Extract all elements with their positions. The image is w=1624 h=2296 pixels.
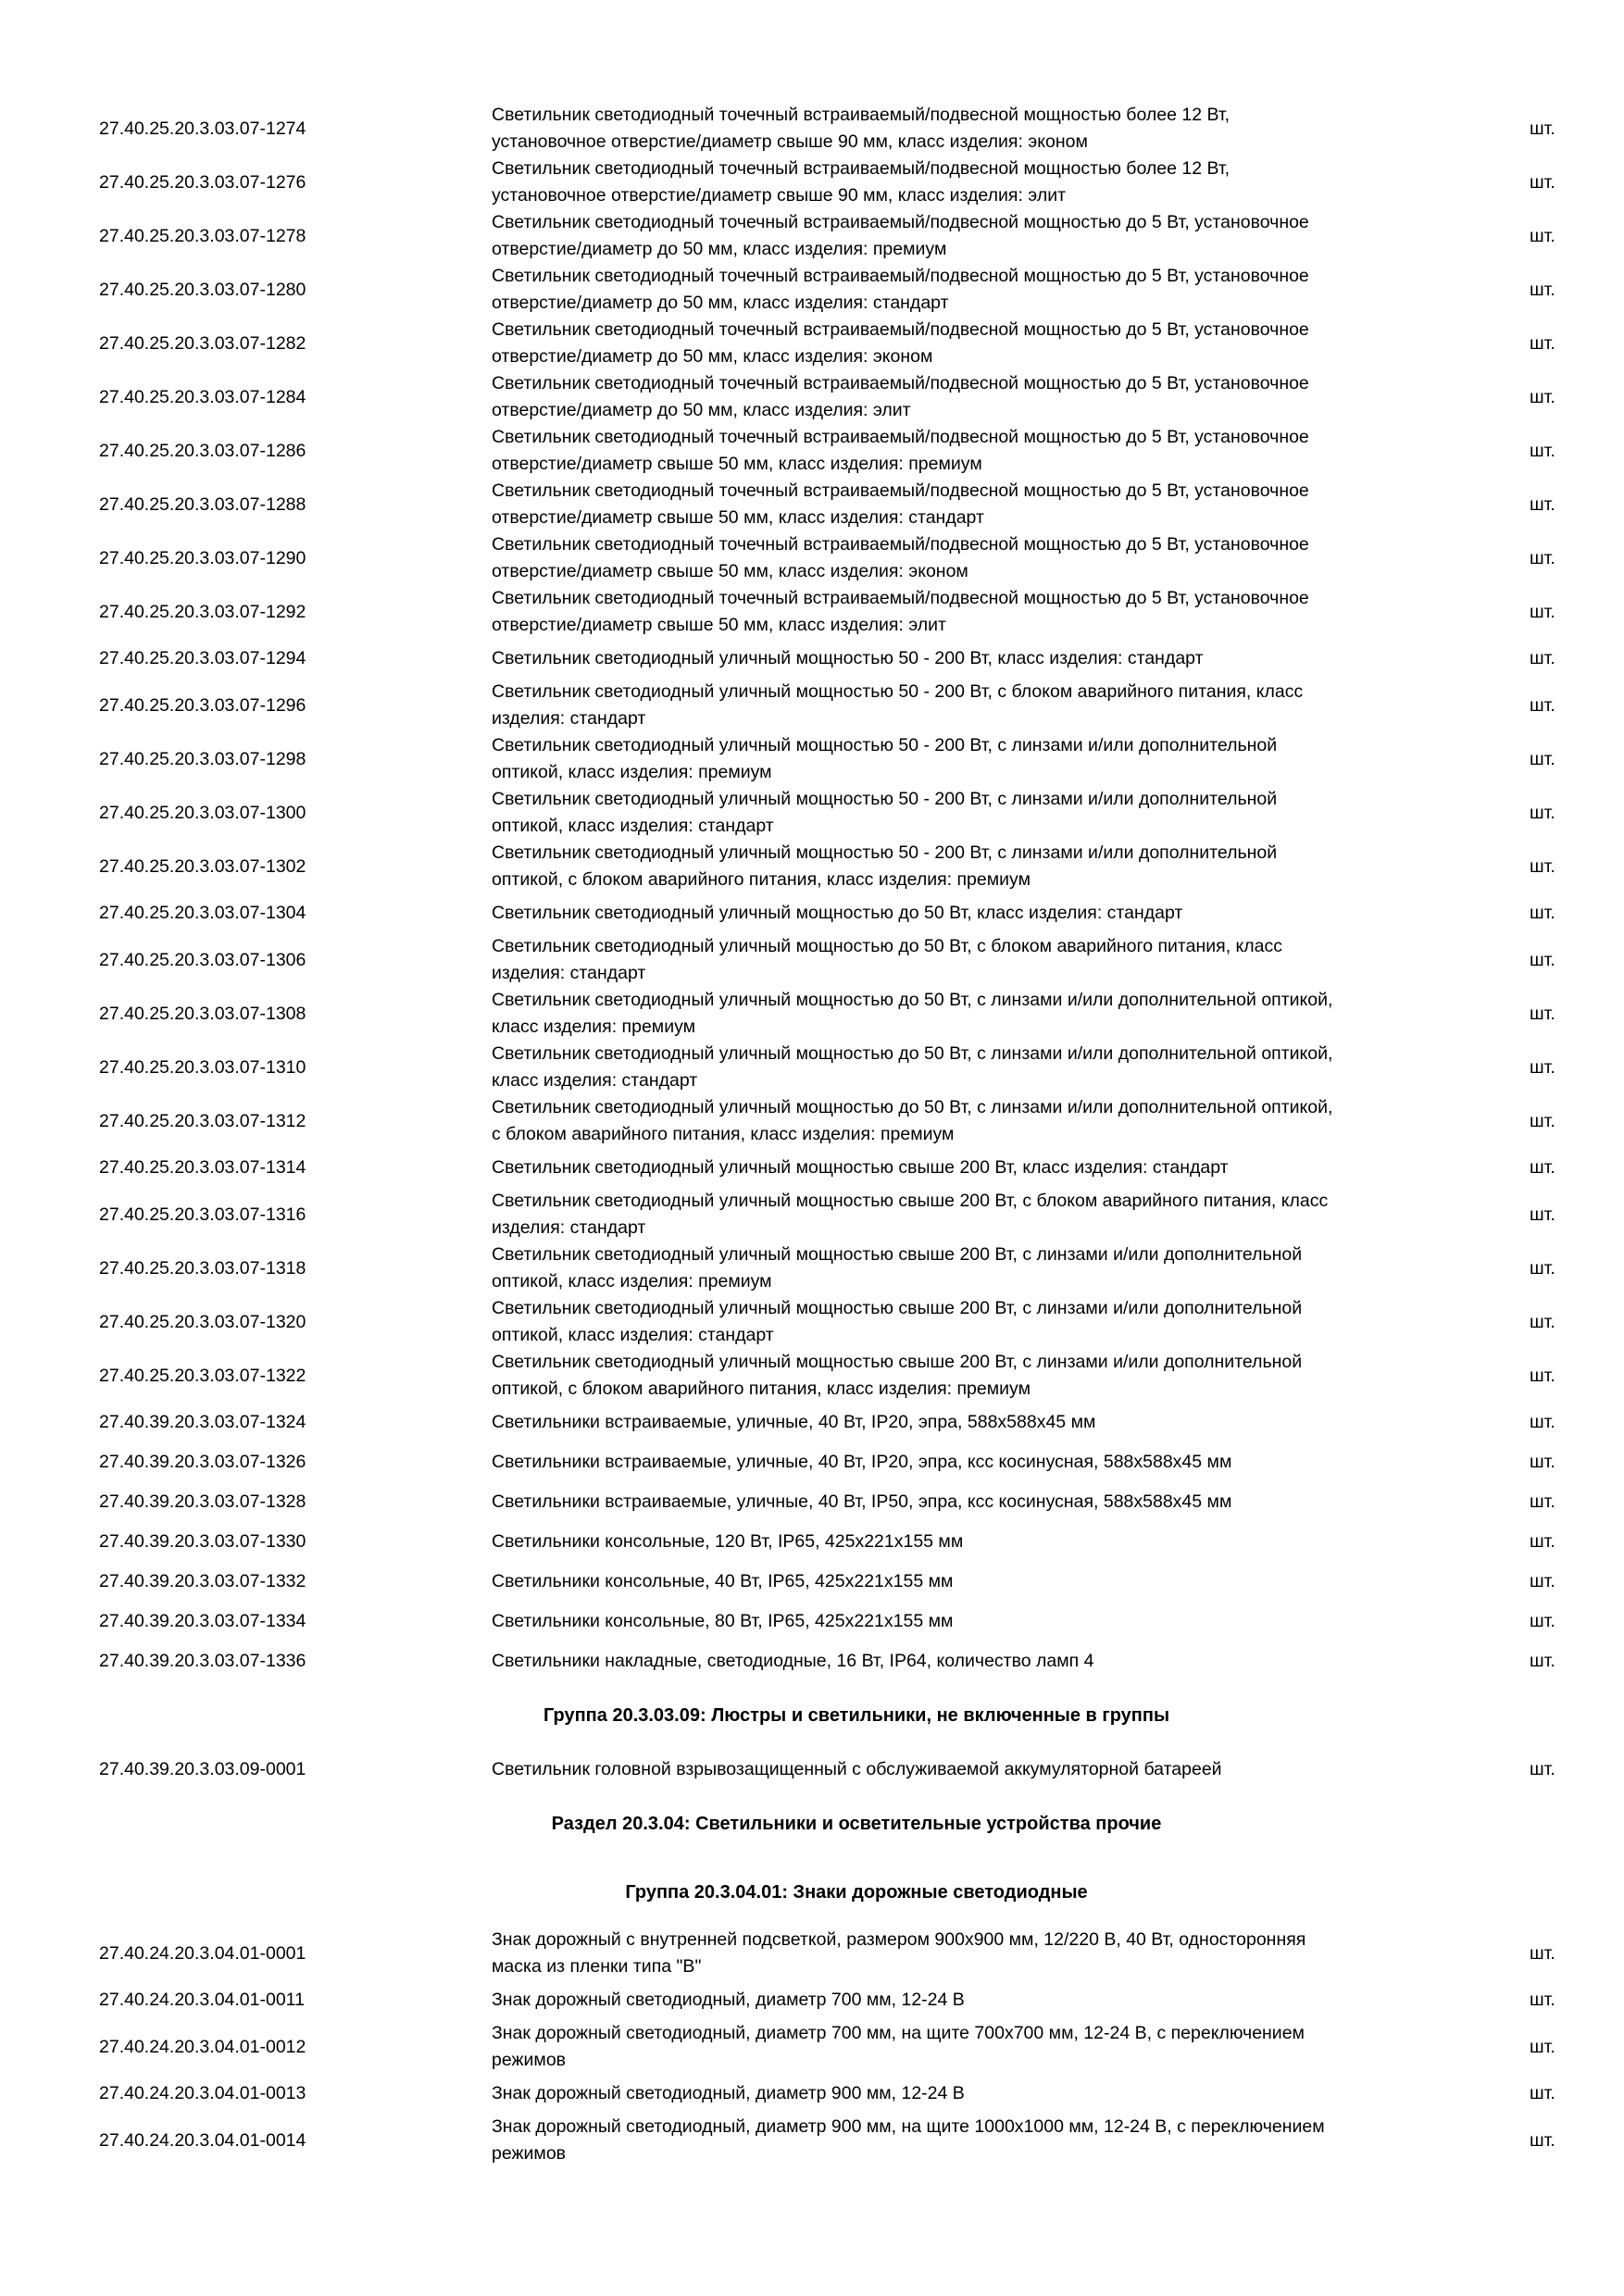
- item-code: 27.40.25.20.3.03.07-1278: [99, 225, 306, 246]
- item-code: 27.40.25.20.3.03.07-1298: [99, 748, 306, 769]
- item-unit: шт.: [1530, 1365, 1555, 1386]
- item-code: 27.40.25.20.3.03.07-1314: [99, 1157, 306, 1178]
- table-row: [0, 1349, 1624, 1403]
- item-code: 27.40.25.20.3.03.07-1274: [99, 118, 306, 139]
- item-code: 27.40.24.20.3.04.01-0011: [99, 1990, 305, 2010]
- item-unit: шт.: [1530, 903, 1555, 923]
- item-unit: шт.: [1530, 748, 1555, 769]
- item-unit: шт.: [1530, 1003, 1555, 1024]
- table-row: [0, 679, 1624, 732]
- table-row: [0, 1442, 1624, 1482]
- item-description: Светильник светодиодный уличный мощностью 50 - 200 Вт, с линзами и/или дополнительной оптикой, с блоком аварийного питания, класс изделия: премиум: [492, 842, 1278, 890]
- table-row: [0, 585, 1624, 639]
- table-row: [0, 2074, 1624, 2114]
- item-description: Светильник светодиодный уличный мощностью свыше 200 Вт, с линзами и/или дополнительной оптикой, с блоком аварийного питания, класс изделия: премиум: [492, 1352, 1303, 1399]
- item-unit: шт.: [1530, 1491, 1555, 1512]
- table-row: [0, 1927, 1624, 1980]
- table-row: [0, 156, 1624, 209]
- item-code: 27.40.39.20.3.03.07-1336: [99, 1651, 306, 1671]
- item-description: Светильник светодиодный уличный мощностью свыше 200 Вт, с блоком аварийного питания, класс изделия: стандарт: [492, 1191, 1329, 1238]
- item-description: Светильник светодиодный уличный мощностью до 50 Вт, с блоком аварийного питания, класс изделия: стандарт: [492, 936, 1283, 983]
- table-row: [0, 1602, 1624, 1641]
- table-row: [0, 1482, 1624, 1522]
- table-row: [0, 102, 1624, 156]
- table-row: [0, 1041, 1624, 1094]
- item-description: Светильник светодиодный точечный встраиваемый/подвесной мощностью до 5 Вт, установочное отверстие/диаметр до 50 мм, класс изделия: премиум: [492, 212, 1309, 259]
- table-row: [0, 1980, 1624, 2020]
- table-row: [0, 732, 1624, 786]
- item-description: Светильники консольные, 80 Вт, IP65, 425x221x155 мм: [492, 1611, 954, 1631]
- table-row: [0, 1403, 1624, 1442]
- item-unit: шт.: [1530, 1056, 1555, 1078]
- item-description: Светильник светодиодный точечный встраиваемый/подвесной мощностью более 12 Вт, установочное отверстие/диаметр свыше 90 мм, класс изделия: элит: [492, 158, 1230, 206]
- table-row: [0, 1750, 1624, 1790]
- table-row: [0, 987, 1624, 1041]
- item-description: Знак дорожный светодиодный, диаметр 900 мм, 12-24 В: [492, 2083, 965, 2103]
- item-description: Светильник светодиодный точечный встраиваемый/подвесной мощностью до 5 Вт, установочное отверстие/диаметр свыше 50 мм, класс изделия: премиум: [492, 427, 1309, 474]
- item-unit: шт.: [1530, 493, 1555, 515]
- item-unit: шт.: [1530, 949, 1555, 970]
- items-block-a: [0, 102, 1624, 1681]
- table-row: [0, 370, 1624, 424]
- table-row: [0, 209, 1624, 263]
- table-row: [0, 1641, 1624, 1681]
- item-unit: шт.: [1530, 1412, 1555, 1432]
- item-unit: шт.: [1530, 171, 1555, 193]
- item-description: Светильники накладные, светодиодные, 16 Вт, IP64, количество ламп 4: [492, 1651, 1094, 1671]
- item-code: 27.40.39.20.3.03.07-1328: [99, 1491, 306, 1512]
- item-unit: шт.: [1530, 547, 1555, 568]
- item-description: Светильники встраиваемые, уличные, 40 Вт, IP20, эпра, ксс косинусная, 588x588x45 мм: [492, 1452, 1232, 1472]
- section-heading-0304: [0, 1790, 1624, 1858]
- item-code: 27.40.25.20.3.03.07-1310: [99, 1056, 306, 1078]
- item-description: Светильник светодиодный уличный мощностью до 50 Вт, с линзами и/или дополнительной оптикой, класс изделия: премиум: [492, 990, 1333, 1037]
- table-row: [0, 424, 1624, 478]
- item-unit: шт.: [1530, 2036, 1555, 2057]
- item-description: Светильник светодиодный уличный мощностью до 50 Вт, с линзами и/или дополнительной оптикой, класс изделия: стандарт: [492, 1043, 1333, 1091]
- group-heading-text: Группа 20.3.04.01: Знаки дорожные светодиодные: [625, 1881, 1088, 1903]
- item-description: Светильник светодиодный уличный мощностью свыше 200 Вт, с линзами и/или дополнительной оптикой, класс изделия: премиум: [492, 1244, 1303, 1292]
- item-description: Светильник светодиодный уличный мощностью 50 - 200 Вт, с линзами и/или дополнительной оптикой, класс изделия: стандарт: [492, 789, 1278, 836]
- item-unit: шт.: [1530, 855, 1555, 877]
- table-row: [0, 893, 1624, 933]
- table-row: [0, 786, 1624, 840]
- item-unit: шт.: [1530, 2129, 1555, 2151]
- items-block-c: [0, 1927, 1624, 2167]
- table-row: [0, 317, 1624, 370]
- item-code: 27.40.24.20.3.04.01-0001: [99, 1942, 306, 1964]
- table-row: [0, 933, 1624, 987]
- item-code: 27.40.25.20.3.03.07-1296: [99, 694, 306, 716]
- item-description: Светильник светодиодный точечный встраиваемый/подвесной мощностью до 5 Вт, установочное отверстие/диаметр до 50 мм, класс изделия: элит: [492, 373, 1309, 420]
- table-row: [0, 2114, 1624, 2167]
- item-unit: шт.: [1530, 1110, 1555, 1131]
- item-code: 27.40.39.20.3.03.07-1326: [99, 1452, 306, 1472]
- item-description: Светильник головной взрывозащищенный с обслуживаемой аккумуляторной батареей: [492, 1759, 1222, 1779]
- item-code: 27.40.25.20.3.03.07-1276: [99, 171, 306, 193]
- item-code: 27.40.25.20.3.03.07-1282: [99, 332, 306, 354]
- item-unit: шт.: [1530, 279, 1555, 300]
- table-row: [0, 478, 1624, 531]
- item-code: 27.40.25.20.3.03.07-1286: [99, 440, 306, 461]
- item-unit: шт.: [1530, 1157, 1555, 1178]
- item-unit: шт.: [1530, 1571, 1555, 1591]
- item-unit: шт.: [1530, 1204, 1555, 1225]
- section-heading-text: Раздел 20.3.04: Светильники и осветительные устройства прочие: [551, 1813, 1162, 1834]
- item-description: Светильники консольные, 120 Вт, IP65, 425x221x155 мм: [492, 1531, 964, 1552]
- item-code: 27.40.24.20.3.04.01-0012: [99, 2036, 306, 2057]
- item-unit: шт.: [1530, 1942, 1555, 1964]
- item-unit: шт.: [1530, 118, 1555, 139]
- item-description: Светильник светодиодный уличный мощностью 50 - 200 Вт, с линзами и/или дополнительной оптикой, класс изделия: премиум: [492, 735, 1278, 782]
- item-code: 27.40.25.20.3.03.07-1288: [99, 493, 306, 515]
- item-code: 27.40.25.20.3.03.07-1312: [99, 1110, 306, 1131]
- item-code: 27.40.25.20.3.03.07-1308: [99, 1003, 306, 1024]
- table-row: [0, 263, 1624, 317]
- item-unit: шт.: [1530, 1531, 1555, 1552]
- table-row: [0, 1242, 1624, 1295]
- group-heading-0309: [0, 1681, 1624, 1750]
- item-unit: шт.: [1530, 225, 1555, 246]
- item-code: 27.40.25.20.3.03.07-1290: [99, 547, 306, 568]
- item-description: Светильник светодиодный точечный встраиваемый/подвесной мощностью до 5 Вт, установочное отверстие/диаметр до 50 мм, класс изделия: стандарт: [492, 266, 1309, 313]
- table-row: [0, 1562, 1624, 1602]
- price-list: [0, 102, 1624, 2167]
- item-code: 27.40.25.20.3.03.07-1304: [99, 903, 306, 923]
- table-row: [0, 1188, 1624, 1242]
- group-heading-030401: [0, 1858, 1624, 1927]
- item-unit: шт.: [1530, 1257, 1555, 1279]
- item-unit: шт.: [1530, 1311, 1555, 1332]
- item-code: 27.40.25.20.3.03.07-1302: [99, 855, 306, 877]
- table-row: [0, 1148, 1624, 1188]
- item-code: 27.40.25.20.3.03.07-1322: [99, 1365, 306, 1386]
- item-description: Светильники встраиваемые, уличные, 40 Вт, IP50, эпра, ксс косинусная, 588x588x45 мм: [492, 1491, 1232, 1512]
- item-code: 27.40.24.20.3.04.01-0014: [99, 2129, 306, 2151]
- item-description: Светильник светодиодный точечный встраиваемый/подвесной мощностью до 5 Вт, установочное отверстие/диаметр свыше 50 мм, класс изделия: эконом: [492, 534, 1309, 581]
- item-unit: шт.: [1530, 1651, 1555, 1671]
- table-row: [0, 1522, 1624, 1562]
- item-description: Светильник светодиодный уличный мощностью свыше 200 Вт, класс изделия: стандарт: [492, 1157, 1229, 1178]
- item-unit: шт.: [1530, 1759, 1555, 1779]
- item-description: Светильник светодиодный точечный встраиваемый/подвесной мощностью до 5 Вт, установочное отверстие/диаметр до 50 мм, класс изделия: эконом: [492, 319, 1309, 367]
- item-description: Знак дорожный светодиодный, диаметр 700 мм, 12-24 В: [492, 1990, 965, 2010]
- item-code: 27.40.39.20.3.03.09-0001: [99, 1759, 306, 1779]
- item-code: 27.40.25.20.3.03.07-1284: [99, 386, 306, 407]
- group-heading-text: Группа 20.3.03.09: Люстры и светильники, не включенные в группы: [543, 1704, 1170, 1726]
- item-unit: шт.: [1530, 802, 1555, 823]
- item-code: 27.40.25.20.3.03.07-1280: [99, 279, 306, 300]
- item-unit: шт.: [1530, 601, 1555, 622]
- table-row: [0, 639, 1624, 679]
- items-block-b: [0, 1750, 1624, 1790]
- item-code: 27.40.25.20.3.03.07-1316: [99, 1204, 306, 1225]
- item-unit: шт.: [1530, 694, 1555, 716]
- item-code: 27.40.25.20.3.03.07-1318: [99, 1257, 306, 1279]
- table-row: [0, 1094, 1624, 1148]
- item-description: Светильник светодиодный уличный мощностью до 50 Вт, с линзами и/или дополнительной оптикой, с блоком аварийного питания, класс изделия: премиум: [492, 1097, 1333, 1144]
- item-code: 27.40.25.20.3.03.07-1294: [99, 648, 306, 668]
- item-description: Светильник светодиодный точечный встраиваемый/подвесной мощностью более 12 Вт, установочное отверстие/диаметр свыше 90 мм, класс изделия: эконом: [492, 105, 1230, 152]
- item-code: 27.40.25.20.3.03.07-1306: [99, 949, 306, 970]
- item-description: Знак дорожный светодиодный, диаметр 900 мм, на щите 1000x1000 мм, 12-24 В, с переключением режимов: [492, 2116, 1325, 2164]
- table-row: [0, 840, 1624, 893]
- item-code: 27.40.25.20.3.03.07-1320: [99, 1311, 306, 1332]
- item-code: 27.40.25.20.3.03.07-1300: [99, 802, 306, 823]
- item-description: Светильник светодиодный уличный мощностью 50 - 200 Вт, с блоком аварийного питания, класс изделия: стандарт: [492, 681, 1304, 729]
- table-row: [0, 531, 1624, 585]
- item-code: 27.40.24.20.3.04.01-0013: [99, 2083, 306, 2103]
- table-row: [0, 2020, 1624, 2074]
- item-description: Знак дорожный с внутренней подсветкой, размером 900x900 мм, 12/220 В, 40 Вт, односторонняя маска из пленки типа "В": [492, 1929, 1306, 1977]
- item-unit: шт.: [1530, 332, 1555, 354]
- item-description: Светильники консольные, 40 Вт, IP65, 425x221x155 мм: [492, 1571, 954, 1591]
- item-unit: шт.: [1530, 1452, 1555, 1472]
- item-code: 27.40.39.20.3.03.07-1334: [99, 1611, 306, 1631]
- item-unit: шт.: [1530, 1611, 1555, 1631]
- item-code: 27.40.39.20.3.03.07-1332: [99, 1571, 306, 1591]
- item-unit: шт.: [1530, 1990, 1555, 2010]
- item-description: Знак дорожный светодиодный, диаметр 700 мм, на щите 700x700 мм, 12-24 В, с переключением режимов: [492, 2023, 1305, 2070]
- item-unit: шт.: [1530, 440, 1555, 461]
- table-row: [0, 1295, 1624, 1349]
- item-description: Светильники встраиваемые, уличные, 40 Вт, IP20, эпра, 588x588x45 мм: [492, 1412, 1096, 1432]
- item-unit: шт.: [1530, 648, 1555, 668]
- item-description: Светильник светодиодный точечный встраиваемый/подвесной мощностью до 5 Вт, установочное отверстие/диаметр свыше 50 мм, класс изделия: элит: [492, 588, 1309, 635]
- item-code: 27.40.39.20.3.03.07-1330: [99, 1531, 306, 1552]
- item-code: 27.40.39.20.3.03.07-1324: [99, 1412, 306, 1432]
- item-description: Светильник светодиодный уличный мощностью 50 - 200 Вт, класс изделия: стандарт: [492, 648, 1204, 668]
- item-unit: шт.: [1530, 386, 1555, 407]
- item-description: Светильник светодиодный уличный мощностью до 50 Вт, класс изделия: стандарт: [492, 903, 1183, 923]
- item-description: Светильник светодиодный точечный встраиваемый/подвесной мощностью до 5 Вт, установочное отверстие/диаметр свыше 50 мм, класс изделия: стандарт: [492, 480, 1309, 528]
- item-unit: шт.: [1530, 2083, 1555, 2103]
- item-code: 27.40.25.20.3.03.07-1292: [99, 601, 306, 622]
- item-description: Светильник светодиодный уличный мощностью свыше 200 Вт, с линзами и/или дополнительной оптикой, класс изделия: стандарт: [492, 1298, 1303, 1345]
